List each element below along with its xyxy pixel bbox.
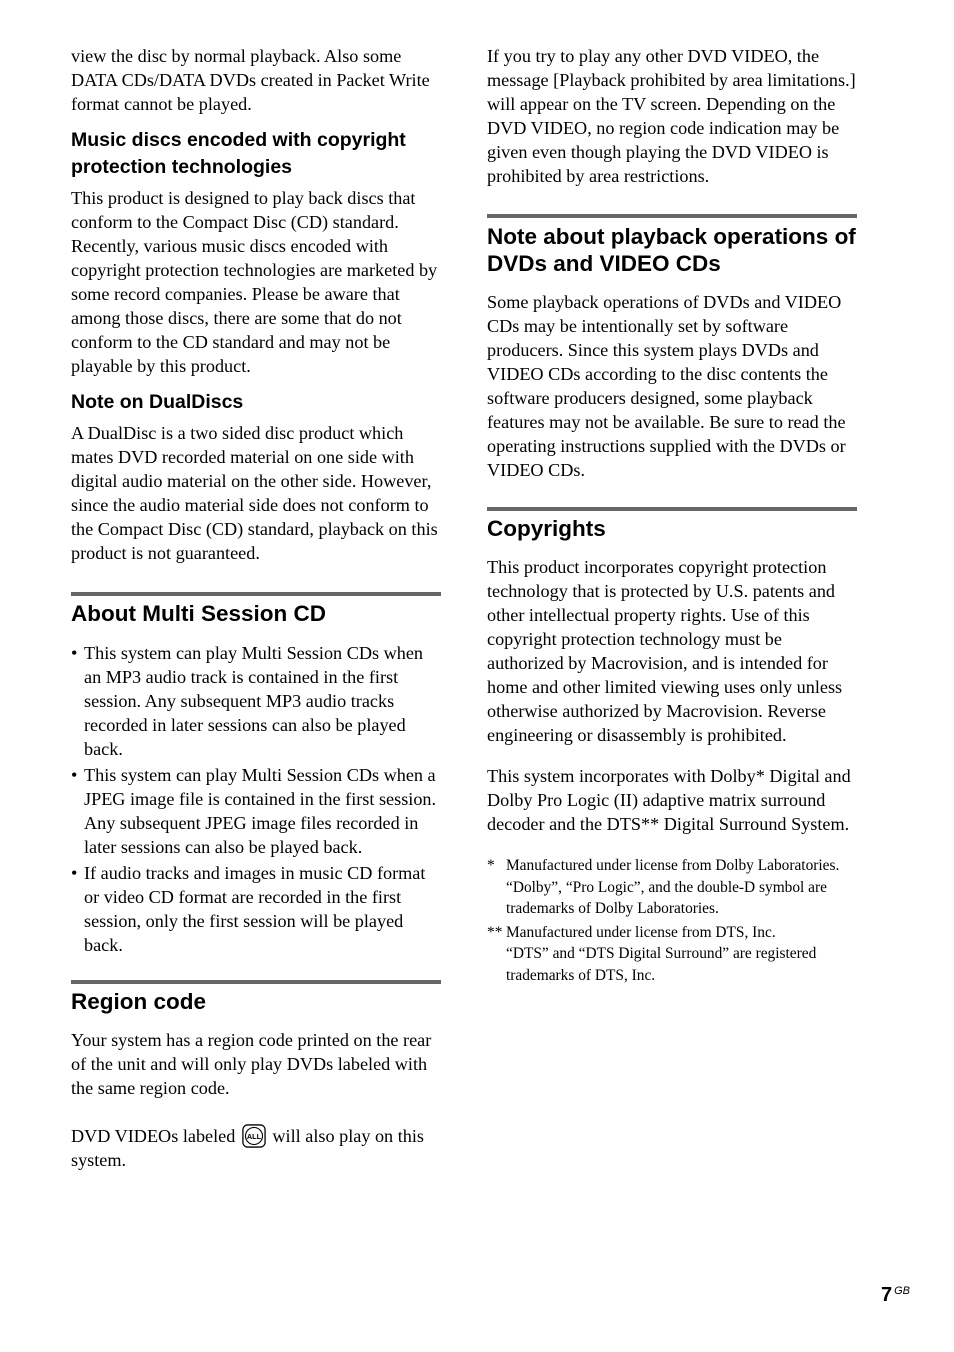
copyrights-heading: Copyrights	[487, 516, 606, 541]
music-discs-paragraph: This product is designed to play back discs that conform to the Compact Disc (CD) standard. Recently, various music discs encoded with copyright protection technologies are marketed by some record companies. Please be aware that among those discs, there are some that do not conform to the CD standard and may not be playable by this product.	[71, 188, 438, 376]
left-column	[71, 44, 441, 1172]
footnote-dts: ** Manufactured under license from DTS, Inc. “DTS” and “DTS Digital Surround” are registered trademarks of DTS, Inc.	[487, 923, 817, 984]
bullet-icon: •	[71, 863, 78, 883]
playback-note-paragraph: Some playback operations of DVDs and VIDEO CDs may be intentionally set by software producers. Since this system plays DVDs and VIDEO CDs according to the disc contents the software producers designed, some playback features may not be available. Be sure to read the operating instructions supplied with the DVDs or VIDEO CDs.	[487, 292, 846, 480]
dualdiscs-heading: Note on DualDiscs	[71, 391, 244, 413]
copyrights-paragraph: This product incorporates copyright protection technology that is protected by U.S. patents and other intellectual property rights. Use of this copyright protection technology must be authorized by Macrovision, and is intended for home and other limited viewing uses only unless otherwise authorized by Macrovision. Reverse engineering or disassembly is prohibited.	[487, 557, 843, 745]
page-suffix: GB	[894, 1285, 911, 1297]
region-all-paragraph: DVD VIDEOs labeled ALL will also play on this system.	[71, 1126, 424, 1170]
section-rule	[487, 214, 857, 218]
multi-session-list	[71, 641, 441, 957]
footnote-mark: **	[487, 923, 503, 941]
right-column	[487, 44, 857, 986]
bullet-icon: •	[71, 643, 78, 663]
right-intro-paragraph: If you try to play any other DVD VIDEO, the message [Playback prohibited by area limitations.] will appear on the TV screen. Depending on the DVD VIDEO, no region code indication may be given even though playing the DVD VIDEO is prohibited by area restrictions.	[487, 46, 856, 186]
region-code-paragraph: Your system has a region code printed on the rear of the unit and will only play DVDs labeled with the same region code.	[71, 1030, 432, 1098]
region-all-icon	[242, 1124, 266, 1148]
footnote-mark: *	[487, 857, 495, 874]
list-item: • This system can play Multi Session CDs when a JPEG image file is contained in the first session. Any subsequent JPEG image files recorded in later sessions can also be played back.	[71, 765, 437, 857]
dolby-dts-paragraph: This system incorporates with Dolby* Digital and Dolby Pro Logic (II) adaptive matrix surround decoder and the DTS** Digital Surround System.	[487, 766, 851, 834]
playback-note-heading: Note about playback operations of DVDs and VIDEO CDs	[487, 224, 856, 276]
bullet-icon: •	[71, 765, 78, 785]
region-all-badge-text: ALL	[246, 1131, 262, 1141]
left-intro-paragraph: view the disc by normal playback. Also some DATA CDs/DATA DVDs created in Packet Write format cannot be played.	[71, 46, 430, 114]
section-rule	[71, 980, 441, 984]
music-discs-heading: Music discs encoded with copyright protection technologies	[71, 129, 406, 178]
page-number: 7 $^{GB}$	[881, 1284, 911, 1306]
region-code-heading: Region code	[71, 989, 207, 1014]
multi-session-heading: About Multi Session CD	[71, 601, 326, 626]
section-rule	[71, 592, 441, 596]
list-item: • If audio tracks and images in music CD format or video CD format are recorded in the first session, only the first session will be played back.	[71, 863, 426, 955]
dualdiscs-paragraph: A DualDisc is a two sided disc product which mates DVD recorded material on one side with digital audio material on the other side. However, since the audio material side does not conform to the Compact Disc (CD) standard, playback on this product is not guaranteed.	[71, 423, 438, 563]
footnote-dolby: * Manufactured under license from Dolby Laboratories. “Dolby”, “Pro Logic”, and the double-D symbol are trademarks of Dolby Laboratories.	[487, 857, 840, 917]
list-item: • This system can play Multi Session CDs when an MP3 audio track is contained in the first session. Any subsequent MP3 audio tracks recorded in later sessions can also be played back.	[71, 643, 423, 759]
section-rule	[487, 507, 857, 511]
